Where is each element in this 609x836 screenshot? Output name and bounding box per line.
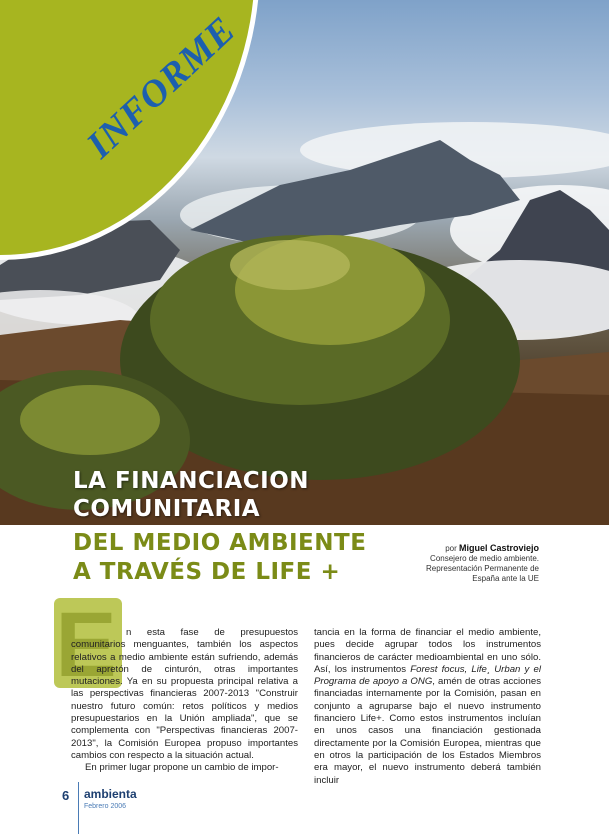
page-number: 6 [62, 788, 70, 803]
footer-divider [78, 782, 79, 834]
byline [426, 543, 539, 584]
section-label: INFORME [78, 8, 244, 167]
article-paragraph-3 [314, 627, 541, 787]
byline-role-1: Consejero de medio ambiente. [430, 554, 539, 563]
issue-date: Febrero 2006 [84, 803, 127, 810]
article-text-emphasis: Forest focus, Life¸ Urban y el Programa de apoyo a ONG [314, 663, 541, 688]
dropcap-glyph: E [55, 598, 117, 688]
headline-line-2: COMUNITARIA [73, 496, 261, 522]
byline-role-3: España ante la UE [472, 574, 539, 583]
headline-line-3: DEL MEDIO AMBIENTE [73, 530, 367, 556]
byline-author: Miguel Castroviejo [458, 543, 539, 553]
magazine-name: ambienta [84, 787, 137, 801]
article-column-2 [314, 627, 541, 787]
article-text-b: , amén de otras acciones financiadas internamente por la Comisión, pasan en conjunto a agruparse bajo el nuevo instrumento financiero Life+. Como estos instrumentos incluían en unos casos una financiación gestionada directamente por la Comisión Europea, mientras que en otros la participación de los Estados Miembros era mayor, el nuevo instrumento deberá también incluir [314, 676, 541, 786]
article-column-1 [71, 627, 298, 775]
headline-line-4: A TRAVÉS DE LIFE + [73, 559, 341, 585]
article-paragraph-2: En primer lugar propone un cambio de impor- [85, 762, 279, 774]
headline-line-1: LA FINANCIACION [73, 468, 310, 494]
byline-prefix: por [445, 544, 457, 553]
article-paragraph-1: n esta fase de presupuestos comunitarios menguantes, también los aspectos relativos a medio ambiente están sufriendo, además del apretón de cinturón, otras importantes mutaciones. Ya en su propuesta principal relativa a las perspectivas financieras 2007-2013 "Construir nuestro futuro común: retos políticos y medios presupuestarios en la Unión ampliada", que se complementa con "Perspectivas financieras 2007-2013", la Comisión Europea propuso importantes cambios con respecto a la situación actual. [71, 627, 298, 761]
byline-role-2: Representación Permanente de [426, 564, 539, 573]
article-text-a: tancia en la forma de financiar el medio ambiente, pues decide agrupar todos los instrumentos financieros de carácter medioambiental en uno sólo. Así, los instrumentos [314, 627, 541, 675]
